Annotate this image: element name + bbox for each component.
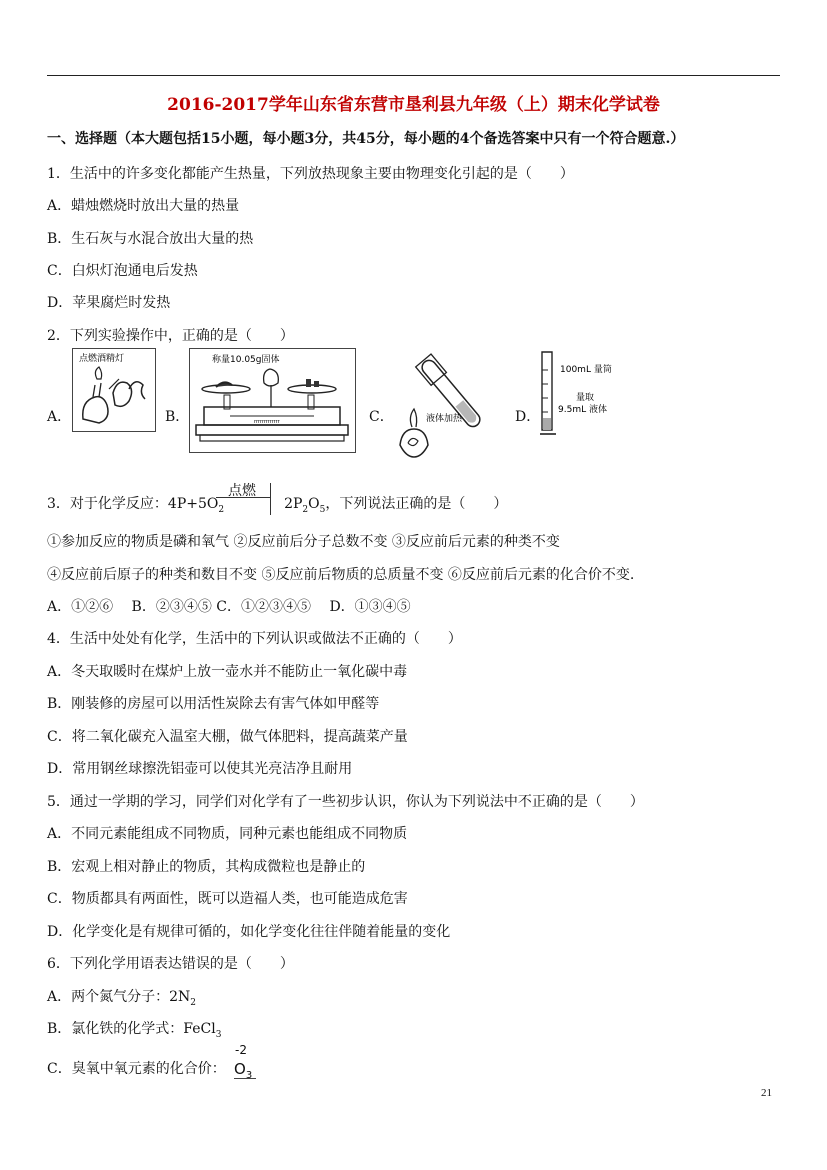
- q3-prefix: 3．对于化学反应：4P+5O: [47, 496, 219, 512]
- q6-option-a: [47, 986, 196, 1008]
- q6-option-b: [47, 1018, 221, 1040]
- q6-b-sub: 3: [215, 1029, 222, 1040]
- q5-stem: 5．通过一学期的学习，同学们对化学有了一些初步认识，你认为下列说法中不正确的是（ ）: [47, 794, 644, 810]
- q1-option-d: D．苹果腐烂时发热: [47, 295, 171, 311]
- q6-a-text: A．两个氮气分子：2N: [47, 989, 191, 1005]
- q6-b-text: B．氯化铁的化学式：FeCl: [47, 1021, 216, 1037]
- q2-figure-c: [392, 345, 502, 460]
- q4-stem: 4．生活中处处有化学，生活中的下列认识或做法不正确的（ ）: [47, 631, 462, 647]
- q3-condition: 点燃: [228, 483, 256, 499]
- q3-product2: O: [308, 496, 320, 512]
- q2-label-d: D．: [515, 409, 541, 425]
- q6-stem: 6．下列化学用语表达错误的是（ ）: [47, 956, 294, 972]
- fig-c-caption: 液体加热: [426, 414, 463, 424]
- q2-label-c: C．: [369, 409, 394, 425]
- fig-d-caption3: 9.5mL 液体: [558, 405, 607, 415]
- q3-product: 2P: [284, 496, 303, 512]
- q3-sub3: 5: [319, 504, 326, 515]
- fig-d-caption1: 100mL 量筒: [560, 365, 612, 375]
- q6-c-underline: [234, 1078, 256, 1079]
- q3-sub2: 2: [302, 504, 309, 515]
- page-title: 2016-2017学年山东省东营市垦利县九年级（上）期末化学试卷: [167, 95, 660, 115]
- q2-figure-a: [72, 348, 156, 432]
- q2-figure-d: [538, 350, 638, 440]
- q4-option-b: B．刚装修的房屋可以用活性炭除去有害气体如甲醛等: [47, 696, 380, 712]
- q4-option-c: C．将二氧化碳充入温室大棚，做气体肥料，提高蔬菜产量: [47, 729, 408, 745]
- q6-option-c: C．臭氧中氧元素的化合价：: [47, 1061, 226, 1077]
- q3-reaction: [47, 493, 507, 515]
- q6-c-sub: 3: [245, 1070, 253, 1081]
- q3-suffix: ，下列说法正确的是（ ）: [325, 496, 508, 512]
- q6-c-charge: -2: [235, 1043, 247, 1057]
- header-rule: [47, 75, 780, 76]
- balance-scale-icon: [190, 349, 355, 452]
- section-heading: 一、选择题（本大题包括15小题，每小题3分，共45分，每小题的4个备选答案中只有一个符合题意.）: [47, 131, 685, 147]
- alcohol-lamp-lighting-icon: [73, 349, 155, 431]
- q2-stem: 2．下列实验操作中，正确的是（ ）: [47, 328, 294, 344]
- q4-option-a: A．冬天取暖时在煤炉上放一壶水并不能防止一氧化碳中毒: [47, 664, 408, 680]
- q1-stem: 1．生活中的许多变化都能产生热量，下列放热现象主要由物理变化引起的是（ ）: [47, 166, 574, 182]
- fig-d-caption2: 量取: [576, 393, 595, 403]
- q1-option-b: B．生石灰与水混合放出大量的热: [47, 231, 254, 247]
- q3-options: A．①②⑥ B．②③④⑤ C．①②③④⑤ D．①③④⑤: [47, 599, 411, 615]
- svg-text:rrrrrrrrrrrrr: rrrrrrrrrrrrr: [254, 419, 280, 425]
- q5-option-a: A．不同元素能组成不同物质，同种元素也能组成不同物质: [47, 826, 408, 842]
- q2-label-a: A．: [47, 409, 72, 425]
- q5-option-d: D．化学变化是有规律可循的，如化学变化往往伴随着能量的变化: [47, 924, 451, 940]
- fig-a-caption: 点燃酒精灯: [79, 354, 125, 364]
- q6-a-sub: 2: [190, 997, 197, 1008]
- q2-label-b: B．: [165, 409, 190, 425]
- q1-option-a: A．蜡烛燃烧时放出大量的热量: [47, 198, 240, 214]
- q3-condition-line: [216, 497, 271, 498]
- q3-condition-tick: [270, 483, 271, 515]
- q2-figure-b: [189, 348, 356, 453]
- page-number: 21: [761, 1087, 772, 1099]
- q3-sub1: 2: [218, 504, 225, 515]
- q1-option-c: C．白炽灯泡通电后发热: [47, 263, 198, 279]
- q3-statements-2: ④反应前后原子的种类和数目不变 ⑤反应前后物质的总质量不变 ⑥反应前后元素的化合价不变.: [47, 567, 635, 583]
- q3-statements-1: ①参加反应的物质是磷和氧气 ②反应前后分子总数不变 ③反应前后元素的种类不变: [47, 534, 560, 550]
- fig-b-caption: 称量10.05g固体: [212, 355, 280, 365]
- test-tube-heating-icon: [392, 345, 502, 460]
- q4-option-d: D．常用钢丝球擦洗铝壶可以使其光亮洁净且耐用: [47, 761, 353, 777]
- measuring-cylinder-icon: [538, 350, 638, 440]
- q6-c-symbol-letter: O: [234, 1060, 246, 1078]
- q5-option-c: C．物质都具有两面性，既可以造福人类，也可能造成危害: [47, 891, 408, 907]
- q5-option-b: B．宏观上相对静止的物质，其构成微粒也是静止的: [47, 859, 366, 875]
